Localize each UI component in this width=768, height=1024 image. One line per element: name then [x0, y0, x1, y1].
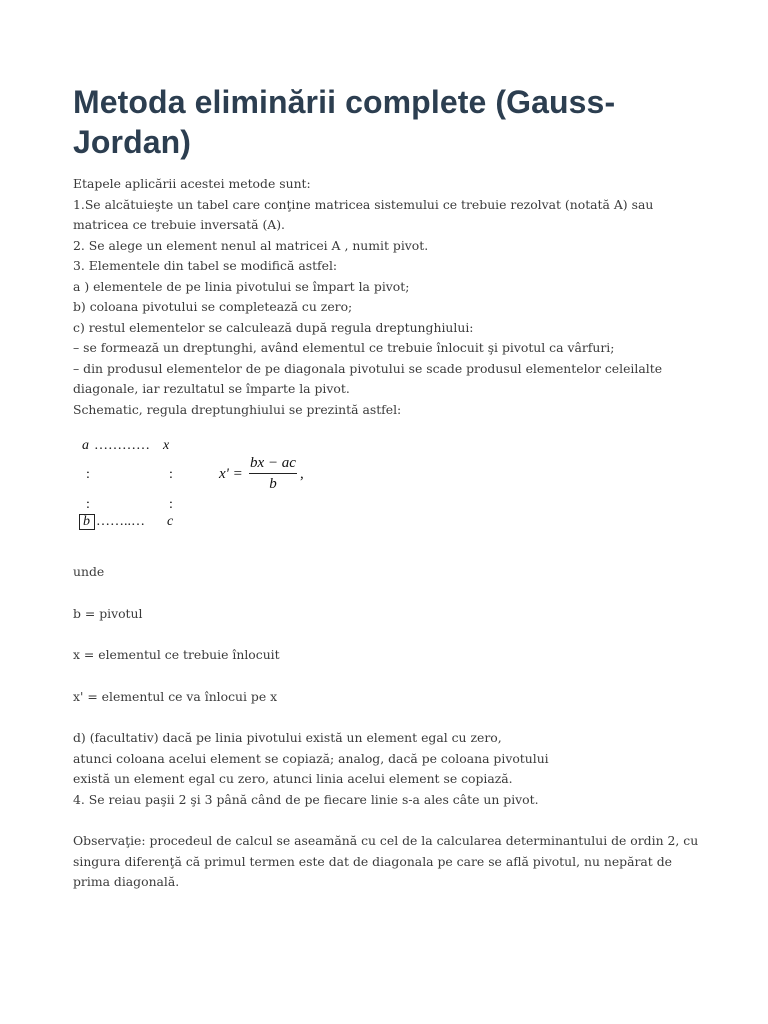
observation-section	[73, 831, 713, 893]
document-body	[73, 174, 713, 893]
figure-colon: :	[86, 497, 90, 512]
definition-line: x = elementul ce trebuie înlocuit	[73, 647, 280, 662]
step-line: d) (facultativ) dacă pe linia pivotului există un element egal cu zero,	[73, 730, 502, 745]
formula-numerator: bx − ac	[250, 455, 296, 471]
formula-fraction	[249, 454, 297, 493]
intro-line: – se formează un dreptunghi, având elementul ce trebuie înlocuit şi pivotul ca vârfuri;	[73, 340, 615, 355]
document-page	[73, 82, 713, 893]
formula-comma: ,	[300, 466, 304, 482]
intro-line: Schematic, regula dreptunghiului se prezintă astfel:	[73, 401, 402, 417]
intro-line: 2. Se alege un element nenul al matricei A , numit pivot.	[73, 237, 429, 253]
figure-x: x	[163, 438, 170, 453]
observation-line: singura diferenţă că primul termen este dat de diagonala pe care se află pivotul, nu nepărat de	[73, 853, 672, 869]
rectangle-rule-figure	[73, 430, 713, 550]
intro-line: Etapele aplicării acestei metode sunt:	[73, 176, 311, 191]
figure-a: a	[82, 438, 89, 453]
step-d-section	[73, 728, 713, 810]
intro-line: – din produsul elementelor de pe diagonala pivotului se scade produsul elementelor celeilalte	[73, 360, 663, 376]
step-line: atunci coloana acelui element se copiază; analog, dacă pe coloana pivotului	[73, 750, 549, 766]
figure-colon: :	[86, 467, 90, 482]
intro-line: b) coloana pivotului se completează cu zero;	[73, 299, 353, 314]
definition-line: b = pivotul	[73, 605, 143, 621]
step-line: 4. Se reiau paşii 2 şi 3 până când de pe fiecare linie s-a ales câte un pivot.	[73, 791, 539, 807]
intro-line: 3. Elementele din tabel se modifică astfel:	[73, 258, 338, 273]
figure-dots: …………	[94, 438, 150, 453]
definition-line: unde	[73, 564, 105, 579]
figure-colon: :	[169, 467, 173, 482]
intro-line: diagonale, iar rezultatul se împarte la pivot.	[73, 381, 350, 396]
intro-line: 1.Se alcătuieşte un tabel care conţine matricea sistemului ce trebuie rezolvat (notată A) sau	[73, 196, 654, 212]
fraction-bar	[249, 473, 297, 474]
observation-line: prima diagonală.	[73, 874, 180, 889]
figure-c: c	[167, 514, 174, 529]
formula-denominator: b	[269, 476, 277, 492]
figure-b: b	[83, 514, 90, 529]
definitions-section	[73, 562, 713, 707]
intro-line: a ) elementele de pe linia pivotului se împart la pivot;	[73, 278, 410, 294]
formula-lhs: x' =	[219, 466, 243, 482]
observation-line: Observaţie: procedeul de calcul se aseamănă cu cel de la calcularea determinantului de ordin 2, cu	[73, 833, 699, 848]
figure-dots: ……..…	[96, 514, 145, 529]
definition-line: x' = elementul ce va înlocui pe x	[73, 688, 278, 704]
step-line: există un element egal cu zero, atunci linia acelui element se copiază.	[73, 771, 513, 786]
page-title: Metoda eliminării complete (Gauss-Jordan)	[73, 84, 616, 160]
intro-section	[73, 174, 713, 420]
intro-line: c) restul elementelor se calculează după regula dreptunghiului:	[73, 319, 474, 335]
intro-line: matricea ce trebuie inversată (A).	[73, 217, 285, 232]
figure-colon: :	[169, 497, 173, 512]
